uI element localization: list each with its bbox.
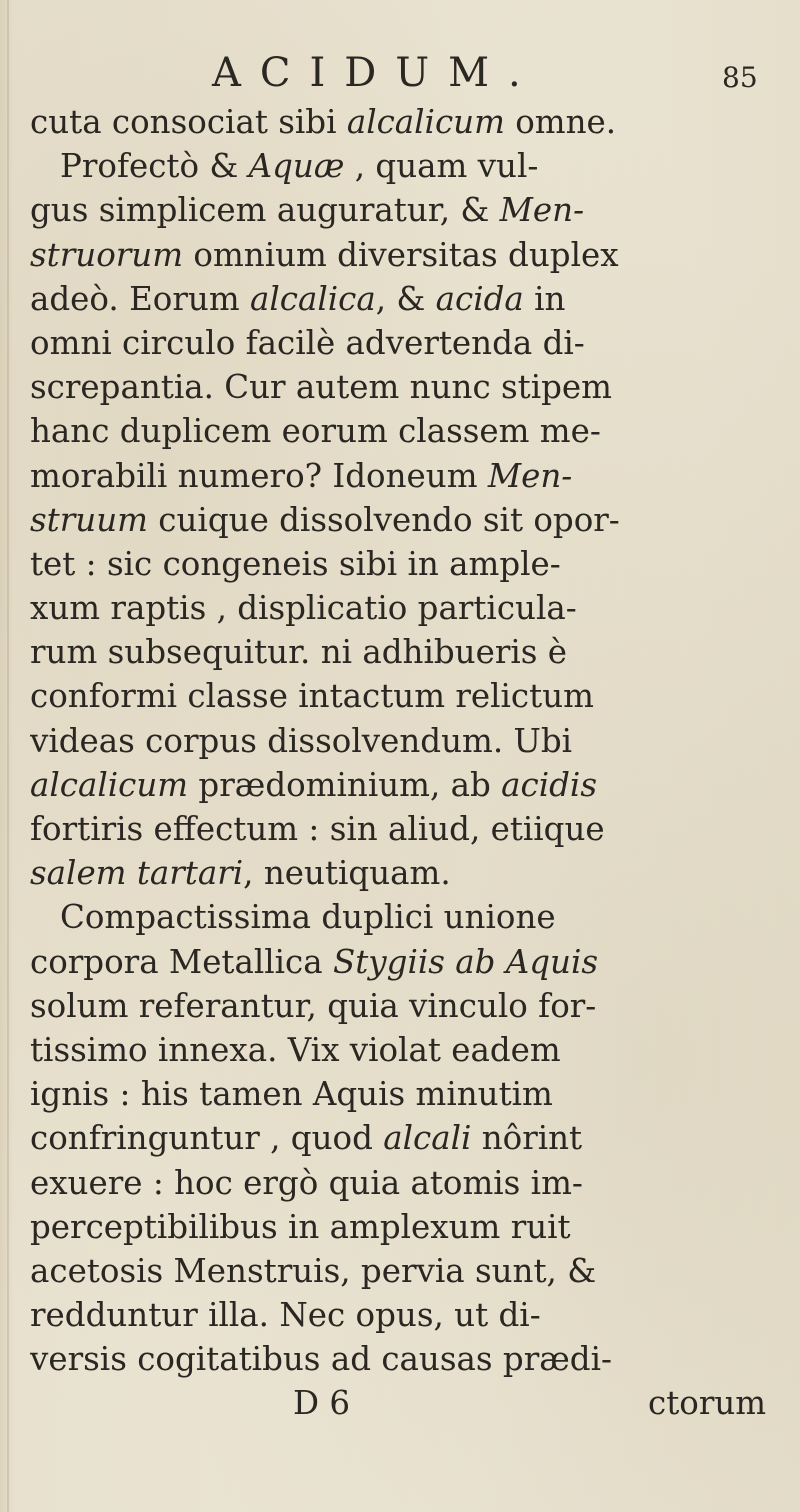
text-line: Compactissima duplici unione (60, 898, 556, 937)
text-line: salem tartari, neutiquam. (30, 854, 451, 893)
text-line: conformi classe intactum relictum (30, 677, 594, 716)
text-line: alcalicum prædominium, ab acidis (30, 765, 598, 804)
text-line: xum raptis , displicatio particula- (30, 589, 577, 628)
text-line: omni circulo facilè advertenda di- (30, 323, 585, 362)
text-line: gus simplicem auguratur, & Men- (30, 191, 585, 230)
text-line: exuere : hoc ergò quia atomis im- (30, 1163, 583, 1202)
running-head-title: ACIDUM. (212, 50, 540, 96)
signature-mark: D 6 (293, 1384, 351, 1423)
text-line: cuta consociat sibi alcalicum omne. (30, 103, 617, 141)
catchword: ctorum (648, 1384, 767, 1423)
text-line: Profectò & Aquæ , quam vul- (60, 147, 539, 186)
text-line: screpantia. Cur autem nunc stipem (30, 368, 612, 407)
text-line: rum subsequitur. ni adhibueris è (30, 633, 567, 672)
text-line: struorum omnium diversitas duplex (30, 235, 619, 274)
text-line: versis cogitatibus ad causas prædi- (30, 1340, 612, 1379)
body-text (30, 100, 767, 1426)
running-head (0, 40, 800, 100)
text-line: struum cuique dissolvendo sit opor- (30, 500, 620, 539)
text-line: morabili numero? Idoneum Men- (30, 456, 573, 495)
page-gutter (7, 0, 9, 1512)
text-line: fortiris effectum : sin aliud, etiique (30, 810, 605, 848)
text-line: confringuntur , quod alcali nôrint (30, 1119, 583, 1158)
text-line: ignis : his tamen Aquis minutim (30, 1075, 553, 1114)
text-line: hanc duplicem eorum classem me- (30, 412, 601, 451)
page-number: 85 (722, 61, 758, 94)
text-line: corpora Metallica Stygiis ab Aquis (30, 942, 599, 981)
text-line: tet : sic congeneis sibi in ample- (30, 544, 561, 583)
footer-line (30, 1381, 767, 1425)
text-line: perceptibilibus in amplexum ruit (30, 1207, 571, 1246)
text-line: videas corpus dissolvendum. Ubi (30, 721, 573, 760)
text-line: adeò. Eorum alcalica, & acida in (30, 279, 566, 318)
text-line: redduntur illa. Nec opus, ut di- (30, 1296, 541, 1335)
text-line: tissimo innexa. Vix violat eadem (30, 1030, 561, 1069)
text-line: acetosis Menstruis, pervia sunt, & (30, 1251, 597, 1290)
text-line: solum referantur, quia vinculo for- (30, 986, 597, 1025)
